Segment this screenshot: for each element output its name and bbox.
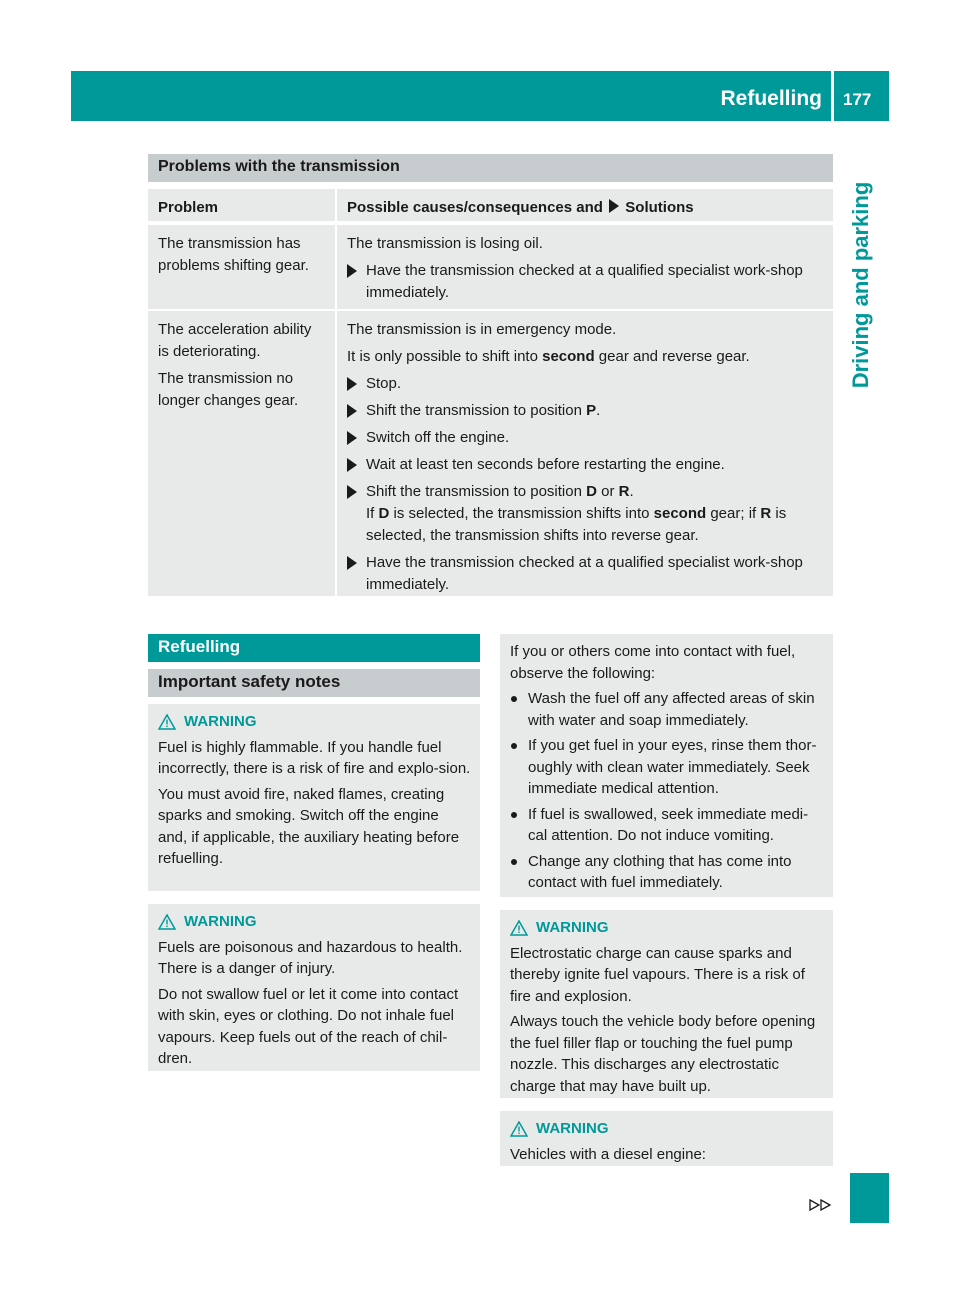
- text-run: gear; if: [710, 505, 757, 522]
- text-run: If: [366, 505, 375, 522]
- step-item: [347, 400, 823, 422]
- header-problem-label: Problem: [158, 199, 219, 216]
- warning-triangle-icon: [158, 914, 176, 930]
- arrow-icon: [347, 556, 357, 570]
- text-run: is selected, the transmission shifts into reverse gear.: [366, 505, 787, 544]
- text-run-bold: R: [760, 505, 772, 522]
- warning-label: WARNING: [184, 713, 257, 730]
- warning-box-2: [148, 904, 480, 1071]
- step-text-bold: P: [586, 402, 597, 419]
- step-text: Wait at least ten seconds before restarting the engine.: [366, 456, 725, 473]
- side-tab-label: Driving and parking: [848, 181, 873, 389]
- page-number: 177: [843, 90, 872, 109]
- list-item: [510, 735, 825, 800]
- step-item: [347, 481, 823, 503]
- warning-text: Always touch the vehicle body before opening the fuel filler flap or touching the fuel pump nozzle. This discharges any electrostatic charge that may have built up.: [510, 1013, 816, 1095]
- arrow-icon: [347, 431, 357, 445]
- step-text: Have the transmission checked at a qualified specialist work-shop immediately.: [366, 262, 803, 301]
- warning-triangle-icon: [510, 1121, 528, 1137]
- warning-text: Fuel is highly flammable. If you handle fuel incorrectly, there is a risk of fire and explo-sion.: [158, 738, 471, 777]
- step-item: [347, 552, 823, 596]
- side-tab: [841, 145, 881, 485]
- step-item: [347, 454, 823, 476]
- cause-text: [347, 346, 823, 368]
- warning-heading: [158, 911, 472, 933]
- arrow-icon: [347, 377, 357, 391]
- table-row-2-problem: [148, 311, 335, 596]
- table-header-problem: [148, 189, 335, 221]
- side-tab-marker: [850, 1173, 889, 1223]
- table-row-2-solution: [337, 311, 833, 596]
- fuel-contact-box: [500, 634, 833, 897]
- warning-label: WARNING: [184, 913, 257, 930]
- problem-text: The transmission no longer changes gear.: [158, 370, 299, 409]
- bullet-icon: [511, 696, 517, 702]
- step-text: Shift the transmission to position: [366, 402, 582, 419]
- bullet-icon: [511, 743, 517, 749]
- step-text: Shift the transmission to position: [366, 483, 582, 500]
- warning-box-1: [148, 704, 480, 891]
- text-run: gear and reverse gear.: [598, 348, 750, 365]
- problem-text: The transmission has problems shifting gear.: [158, 235, 309, 274]
- step-item: [347, 427, 823, 449]
- text-run-bold: second: [542, 348, 595, 365]
- step-text: Switch off the engine.: [366, 429, 510, 446]
- arrow-icon: [609, 199, 619, 213]
- step-item: [347, 260, 823, 304]
- step-text-bold: R: [618, 483, 630, 500]
- table-title: Problems with the transmission: [158, 158, 400, 175]
- warning-label: WARNING: [536, 919, 609, 936]
- warning-text: Vehicles with a diesel engine:: [510, 1145, 706, 1163]
- list-item: [510, 804, 825, 847]
- step-text: Stop.: [366, 375, 402, 392]
- header-solutions-label: Possible causes/consequences and: [347, 199, 603, 216]
- text-run: It is only possible to shift into: [347, 348, 538, 365]
- text-run-bold: D: [378, 505, 390, 522]
- table-header-solutions: [337, 189, 833, 221]
- text-run: is selected, the transmission shifts into: [393, 505, 650, 522]
- contact-intro: If you or others come into contact with fuel, observe the following:: [510, 643, 796, 682]
- list-text: If fuel is swallowed, seek immediate medi-cal attention. Do not induce vomiting.: [528, 805, 809, 844]
- step-text: Have the transmission checked at a qualified specialist work-shop immediately.: [366, 554, 803, 593]
- arrow-icon: [347, 485, 357, 499]
- arrow-icon: [347, 404, 357, 418]
- warning-box-4: [500, 1111, 833, 1166]
- continued-arrow-icon: [809, 1198, 833, 1216]
- warning-triangle-icon: [158, 714, 176, 730]
- arrow-icon: [347, 458, 357, 472]
- warning-heading: [510, 917, 825, 939]
- list-text: Change any clothing that has come into contact with fuel immediately.: [528, 852, 792, 891]
- warning-box-3: [500, 910, 833, 1098]
- warning-heading: [510, 1118, 825, 1140]
- step-text: or: [601, 483, 615, 500]
- warning-text: Electrostatic charge can cause sparks and thereby ignite fuel vapours. There is a risk of fire and explosion.: [510, 944, 805, 1005]
- table-row-1-solution: [337, 225, 833, 309]
- page-title: Refuelling: [720, 87, 822, 110]
- table-row-1-problem: [148, 225, 335, 309]
- step-note: [347, 503, 823, 547]
- bullet-icon: [511, 859, 517, 865]
- step-text-bold: D: [586, 483, 597, 500]
- list-item: [510, 851, 825, 894]
- warning-label: WARNING: [536, 1120, 609, 1137]
- step-text: .: [596, 402, 601, 419]
- problem-text: The acceleration ability is deteriorating.: [158, 321, 312, 360]
- section-title: Refuelling: [148, 634, 480, 662]
- subsection-title: Important safety notes: [148, 669, 480, 697]
- warning-text: Do not swallow fuel or let it come into contact with skin, eyes or clothing. Do not inhale fuel vapours. Keep fuels out of the reach of chil-dren.: [158, 985, 459, 1067]
- list-item: [510, 688, 825, 731]
- header-solutions-suffix: Solutions: [625, 199, 694, 216]
- header-divider: [831, 71, 834, 121]
- warning-heading: [158, 711, 472, 733]
- bullet-icon: [511, 812, 517, 818]
- step-item: [347, 373, 823, 395]
- warning-triangle-icon: [510, 920, 528, 936]
- text-run-bold: second: [653, 505, 707, 522]
- list-text: If you get fuel in your eyes, rinse them thor-oughly with clean water immediately. Seek immediate medical attention.: [528, 737, 817, 797]
- arrow-icon: [347, 264, 357, 278]
- cause-text: The transmission is in emergency mode.: [347, 321, 617, 338]
- warning-text: Fuels are poisonous and hazardous to health. There is a danger of injury.: [158, 938, 463, 977]
- step-text: .: [629, 483, 634, 500]
- cause-text: The transmission is losing oil.: [347, 235, 543, 252]
- warning-text: You must avoid fire, naked flames, creating sparks and smoking. Switch off the engine and, if applicable, the auxiliary heating before refuelling.: [158, 785, 460, 867]
- list-text: Wash the fuel off any affected areas of skin with water and soap immediately.: [528, 690, 815, 729]
